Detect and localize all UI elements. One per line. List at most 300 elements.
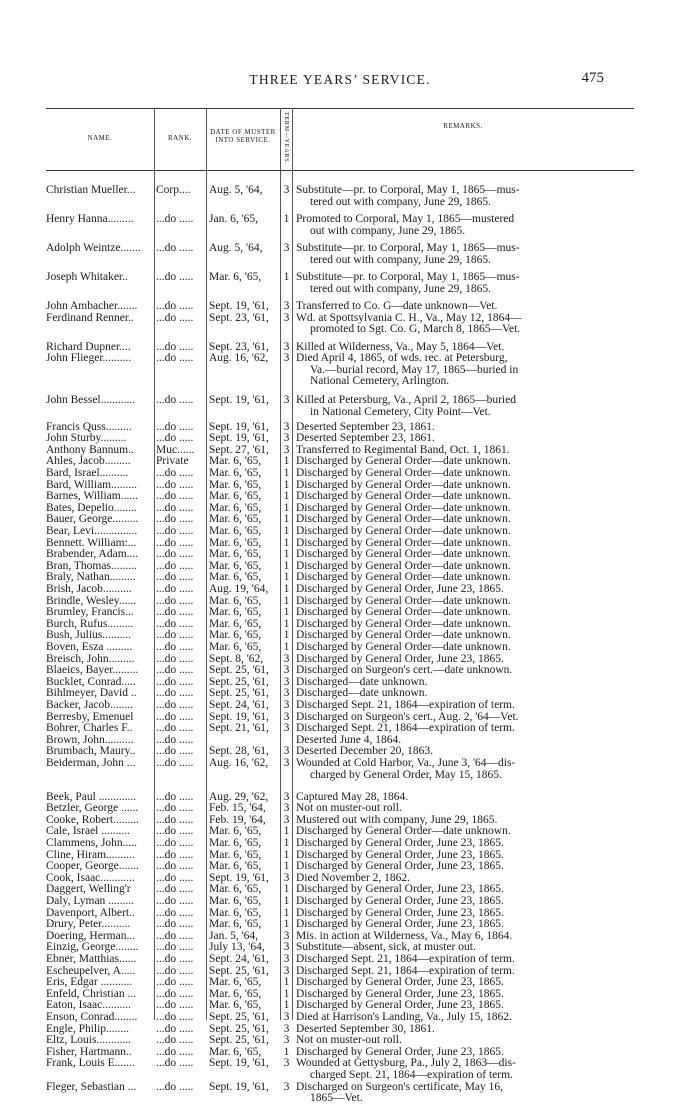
remarks-line: charged by General Order, May 15, 1865. — [310, 768, 502, 781]
term-years: 3 — [283, 675, 290, 688]
muster-date: Mar. 6, '65, — [209, 560, 262, 572]
muster-date: Mar. 6, '65, — [209, 272, 262, 283]
soldier-name: Burch, Rufus......... — [46, 618, 134, 630]
remarks-line: Discharged by General Order, June 23, 1865. — [296, 860, 504, 873]
remarks-line: Discharged by General Order—date unknown. — [296, 594, 511, 607]
soldier-rank: ...do ..... — [156, 814, 194, 826]
remarks — [296, 1012, 632, 1024]
remarks-line: tered out with company, June 29, 1865. — [310, 282, 491, 295]
soldier-rank: ...do ..... — [156, 1081, 194, 1093]
muster-date: Mar. 6, '65, — [209, 907, 262, 919]
muster-date: Sept. 19, '61, — [209, 394, 269, 406]
remarks-line: Discharged Sept. 21, 1864—expiration of term. — [296, 953, 515, 966]
soldier-name: Berresby, Emenuel — [46, 711, 134, 723]
remarks — [296, 954, 632, 966]
soldier-rank: ...do ..... — [156, 468, 194, 480]
muster-date: Mar. 6, '65, — [209, 849, 262, 861]
muster-date: Aug. 19, '64, — [209, 584, 269, 596]
soldier-name: Ferdinand Renner.. — [46, 312, 134, 324]
running-title: THREE YEARS’ SERVICE. — [249, 72, 431, 87]
term-years: 3 — [283, 340, 290, 353]
muster-date: Mar. 6, '65, — [209, 838, 262, 850]
remarks-line: Wd. at Spottsylvania C. H., Va., May 12, 1864— — [296, 311, 522, 324]
muster-date: Mar. 6, '65, — [209, 595, 262, 607]
soldier-rank: ...do ..... — [156, 1023, 194, 1035]
muster-date: Mar. 6, '65, — [209, 514, 262, 526]
term-years: 1 — [283, 490, 290, 503]
soldier-rank: ...do ..... — [156, 630, 194, 642]
muster-date: Sept. 21, '61, — [209, 723, 269, 735]
soldier-rank: ...do ..... — [156, 549, 194, 561]
remarks-line: Transferred to Regimental Band, Oct. 1, 1861. — [296, 443, 510, 456]
soldier-name: Drury, Peter.......... — [46, 919, 131, 931]
muster-date: Aug. 29, '62, — [209, 791, 269, 803]
term-years: 3 — [283, 710, 290, 723]
column-header-rank: RANK. — [167, 134, 193, 142]
remarks — [296, 526, 632, 538]
remarks-line: Discharged by General Order—date unknown. — [296, 490, 511, 503]
remarks — [296, 214, 632, 237]
term-years: 3 — [283, 929, 290, 942]
term-years: 3 — [283, 184, 290, 196]
term-years: 1 — [283, 629, 290, 642]
soldier-name: Henry Hanna......... — [46, 214, 134, 225]
muster-date: Sept. 19, '61, — [209, 421, 269, 433]
soldier-rank: ...do ..... — [156, 272, 194, 283]
remarks — [296, 313, 632, 336]
soldier-name: Frank, Louis E....... — [46, 1058, 135, 1070]
term-years: 1 — [283, 594, 290, 607]
term-years: 1 — [283, 571, 290, 584]
remarks-line: Discharged by General Order—date unknown. — [296, 455, 511, 468]
remarks-line: Wounded at Cold Harbor, Va., June 3, '64—dis- — [296, 757, 516, 770]
muster-date: Sept. 24, '61, — [209, 954, 269, 966]
soldier-name: Brumley, Francis... — [46, 607, 134, 619]
soldier-name: Bran, Thomas......... — [46, 560, 137, 572]
soldier-rank: Muc...... — [156, 444, 195, 456]
remarks — [296, 395, 632, 418]
column-header-name: NAME. — [87, 134, 113, 142]
muster-date: Mar. 6, '65, — [209, 1046, 262, 1058]
term-years: 1 — [283, 825, 290, 838]
term-years: 1 — [283, 455, 290, 468]
term-years: 3 — [283, 699, 290, 712]
soldier-name: Beek, Paul ............. — [46, 791, 137, 803]
soldier-name: Brumbach, Maury.. — [46, 746, 136, 758]
muster-date: Aug. 5, '64, — [209, 185, 263, 196]
term-years: 1 — [283, 536, 290, 549]
soldier-name: Clammens, John..... — [46, 838, 138, 850]
term-years: 1 — [283, 606, 290, 619]
term-years: 3 — [283, 953, 290, 966]
soldier-rank: ...do ..... — [156, 734, 194, 746]
muster-date: Sept. 8, '62, — [209, 653, 264, 665]
remarks-line: Not on muster-out roll. — [296, 1034, 402, 1047]
remarks-line: Killed at Wilderness, Va., May 5, 1864—Vet. — [296, 340, 505, 353]
soldier-name: Brown, John.......... — [46, 734, 134, 746]
remarks — [296, 301, 632, 313]
remarks — [296, 838, 632, 850]
term-years: 1 — [283, 860, 290, 873]
soldier-name: Bauer, George......... — [46, 514, 139, 526]
column-header-term-label: TERM—YEARS. — [283, 112, 289, 165]
term-years: 1 — [283, 906, 290, 919]
muster-date: Mar. 6, '65, — [209, 1000, 262, 1012]
soldier-name: Boven, Esza ......... — [46, 642, 133, 654]
term-years: 1 — [283, 467, 290, 480]
remarks-line: Discharged by General Order—date unknown. — [296, 617, 511, 630]
soldier-rank: ...do ..... — [156, 930, 194, 942]
soldier-rank: Corp.... — [156, 185, 191, 196]
column-divider — [206, 108, 207, 1020]
term-years: 3 — [283, 664, 290, 677]
remarks-line: Discharged by General Order—date unknown. — [296, 559, 511, 572]
remarks-line: charged Sept. 21, 1864—expiration of term. — [310, 1069, 513, 1082]
muster-date: Sept. 25, '61, — [209, 1023, 269, 1035]
muster-date: Sept. 27, '61, — [209, 444, 269, 456]
soldier-name: Brish, Jacob.......... — [46, 584, 132, 596]
muster-date: Sept. 23, '61, — [209, 312, 269, 324]
muster-date: Sept. 25, '61, — [209, 1035, 269, 1047]
remarks-line: Substitute—pr. to Corporal, May 1, 1865—mus- — [296, 184, 520, 196]
soldier-name: Enson, Conrad........ — [46, 1012, 138, 1024]
remarks-line: Discharged by General Order—date unknown. — [296, 641, 511, 654]
remarks-line: Deserted December 20, 1863. — [296, 745, 433, 758]
soldier-name: Bates, Depelio........ — [46, 502, 137, 514]
term-years: 1 — [283, 999, 290, 1012]
remarks-line: Discharged by General Order—date unknown. — [296, 571, 511, 584]
soldier-name: Daly, Lyman ......... — [46, 896, 135, 908]
soldier-name: Escheupelver, A..... — [46, 965, 136, 977]
remarks-line: Discharged by General Order—date unknown. — [296, 501, 511, 514]
muster-date: Mar. 6, '65, — [209, 456, 262, 468]
muster-date: Sept. 23, '61, — [209, 341, 269, 353]
soldier-rank: ...do ..... — [156, 433, 194, 445]
soldier-rank: Private — [156, 456, 189, 468]
muster-date: Mar. 6, '65, — [209, 479, 262, 491]
column-header-term — [280, 108, 292, 170]
term-years: 1 — [283, 548, 290, 561]
soldier-name: Fleger, Sebastian ... — [46, 1081, 137, 1093]
remarks-line: Wounded at Gettysburg, Pa., July 2, 1863—dis- — [296, 1057, 516, 1070]
muster-date: Mar. 6, '65, — [209, 526, 262, 538]
remarks-line: Discharged on Surgeon's cert.—date unknown. — [296, 664, 513, 677]
soldier-name: Bear, Levi............... — [46, 526, 138, 538]
remarks-line: Discharged—date unknown. — [296, 687, 428, 700]
muster-date: July 13, '64, — [209, 942, 265, 954]
remarks-line: Discharged by General Order, June 23, 1865. — [296, 999, 504, 1012]
term-years: 3 — [283, 964, 290, 977]
remarks-line: Mis. in action at Wilderness, Va., May 6, 1864. — [296, 929, 513, 942]
muster-date: Jan. 5, '64, — [209, 930, 259, 942]
term-years: 1 — [283, 271, 290, 283]
remarks-line: Discharged by General Order, June 23, 1865. — [296, 883, 504, 896]
soldier-name: Bard, William......... — [46, 479, 137, 491]
soldier-name: Betzler, George ...... — [46, 803, 139, 815]
soldier-rank: ...do ..... — [156, 341, 194, 353]
muster-date: Mar. 6, '65, — [209, 502, 262, 514]
remarks-line: tered out with company, June 29, 1865. — [310, 253, 491, 266]
soldier-rank: ...do ..... — [156, 1035, 194, 1047]
muster-date: Mar. 6, '65, — [209, 919, 262, 931]
soldier-rank: ...do ..... — [156, 746, 194, 758]
page-header — [0, 72, 680, 92]
column-header-remarks: REMARKS. — [443, 122, 483, 130]
term-years: 3 — [283, 687, 290, 700]
soldier-rank: ...do ..... — [156, 502, 194, 514]
soldier-rank: ...do ..... — [156, 884, 194, 896]
muster-date: Mar. 6, '65, — [209, 618, 262, 630]
soldier-name: Francis Quss......... — [46, 421, 132, 433]
soldier-name: Engle, Philip........ — [46, 1023, 130, 1035]
remarks-line: Discharged by General Order, June 23, 1865. — [296, 848, 504, 861]
term-years: 3 — [283, 352, 290, 365]
remarks-line: National Cemetery, Arlington. — [310, 375, 450, 388]
term-years: 1 — [283, 525, 290, 538]
muster-date: Mar. 6, '65, — [209, 549, 262, 561]
soldier-name: Cook, Isaac............ — [46, 872, 135, 884]
soldier-rank: ...do ..... — [156, 954, 194, 966]
soldier-name: Eltz, Louis............ — [46, 1035, 131, 1047]
soldier-rank: ...do ..... — [156, 826, 194, 838]
remarks-line: Died at Harrison's Landing, Va., July 15, 1862. — [296, 1011, 512, 1024]
soldier-rank: ...do ..... — [156, 421, 194, 433]
muster-date: Mar. 6, '65, — [209, 826, 262, 838]
soldier-rank: ...do ..... — [156, 665, 194, 677]
muster-date: Mar. 6, '65, — [209, 572, 262, 584]
muster-date: Aug. 16, '62, — [209, 353, 269, 365]
soldier-rank: ...do ..... — [156, 595, 194, 607]
soldier-name: Barnes, William...... — [46, 491, 138, 503]
soldier-rank: ...do ..... — [156, 688, 194, 700]
remarks-line: out with company, June 29, 1865. — [310, 224, 466, 237]
remarks — [296, 353, 632, 388]
soldier-name: Richard Dupner.... — [46, 341, 131, 353]
remarks-line: Promoted to Corporal, May 1, 1865—mustered — [296, 213, 515, 225]
muster-date: Aug. 16, '62, — [209, 758, 269, 770]
muster-date: Sept. 25, '61, — [209, 688, 269, 700]
remarks-line: Discharged by General Order, June 23, 1865. — [296, 895, 504, 908]
soldier-name: Cooper, George....... — [46, 861, 139, 873]
muster-date: Mar. 6, '65, — [209, 861, 262, 873]
muster-date: Mar. 6, '65, — [209, 491, 262, 503]
muster-date: Sept. 19, '61, — [209, 433, 269, 445]
soldier-name: Davenport, Albert.. — [46, 907, 135, 919]
soldier-name: Braly, Nathan......... — [46, 572, 136, 584]
remarks-line: Transferred to Co. G—date unknown—Vet. — [296, 300, 498, 312]
remarks-line: Discharged by General Order—date unknown. — [296, 513, 511, 526]
soldier-name: Brabender, Adam.... — [46, 549, 139, 561]
soldier-rank: ...do ..... — [156, 572, 194, 584]
soldier-rank: ...do ..... — [156, 711, 194, 723]
muster-date: Mar. 6, '65, — [209, 884, 262, 896]
soldier-rank: ...do ..... — [156, 560, 194, 572]
soldier-name: Bennett. William:... — [46, 537, 137, 549]
remarks-line: Substitute—pr. to Corporal, May 1, 1865—mus- — [296, 271, 520, 283]
term-years: 3 — [283, 242, 290, 254]
remarks-line: Deserted September 23, 1861. — [296, 432, 435, 445]
term-years: 3 — [283, 443, 290, 456]
term-years: 1 — [283, 478, 290, 491]
soldier-rank: ...do ..... — [156, 301, 194, 312]
soldier-rank: ...do ..... — [156, 723, 194, 735]
remarks-line: Discharged by General Order—date unknown. — [296, 467, 511, 480]
remarks — [296, 584, 632, 596]
muster-date: Mar. 6, '65, — [209, 896, 262, 908]
soldier-name: Eaton, Isaac.......... — [46, 1000, 131, 1012]
soldier-name: Enfeld, Christian ... — [46, 988, 137, 1000]
soldier-name: Backer, Jacob........ — [46, 700, 134, 712]
soldier-rank: ...do ..... — [156, 1046, 194, 1058]
term-years: 3 — [283, 311, 290, 324]
muster-date: Sept. 25, '61, — [209, 676, 269, 688]
remarks-line: Captured May 28, 1864. — [296, 790, 409, 803]
muster-date: Mar. 6, '65, — [209, 977, 262, 989]
term-years: 1 — [283, 837, 290, 850]
term-years: 3 — [283, 1022, 290, 1035]
remarks-line: Died November 2, 1862. — [296, 871, 411, 884]
term-years: 3 — [283, 802, 290, 815]
remarks — [296, 1058, 632, 1081]
soldier-name: Blaeics, Bayer......... — [46, 665, 139, 677]
remarks — [296, 896, 632, 908]
remarks-line: Discharged by General Order—date unknown. — [296, 629, 511, 642]
soldier-rank: ...do ..... — [156, 791, 194, 803]
remarks-line: Deserted September 30, 1861. — [296, 1022, 435, 1035]
remarks-line: Discharged by General Order, June 23, 1865. — [296, 918, 504, 931]
soldier-rank: ...do ..... — [156, 676, 194, 688]
remarks-line: Discharged on Surgeon's certificate, May 16, — [296, 1080, 503, 1093]
term-years: 1 — [283, 559, 290, 572]
muster-date: Mar. 6, '65, — [209, 630, 262, 642]
column-divider — [154, 108, 155, 1020]
term-years: 1 — [283, 883, 290, 896]
term-years: 3 — [283, 1057, 290, 1070]
soldier-name: Anthony Bannum.. — [46, 444, 134, 456]
muster-date: Feb. 19, '64, — [209, 814, 266, 826]
soldier-rank: ...do ..... — [156, 919, 194, 931]
soldier-name: Fisher, Hartmann.. — [46, 1046, 132, 1058]
remarks-line: Deserted June 4, 1864. — [296, 733, 402, 746]
term-years: 3 — [283, 652, 290, 665]
remarks-line: Substitute—pr. to Corporal, May 1, 1865—mus- — [296, 242, 520, 254]
soldier-rank: ...do ..... — [156, 1012, 194, 1024]
remarks-line: Deserted September 23, 1861. — [296, 420, 435, 433]
term-years: 1 — [283, 976, 290, 989]
soldier-name: Cline, Hiram.......... — [46, 849, 135, 861]
term-years: 1 — [283, 1045, 290, 1058]
remarks-line: Discharged by General Order, June 23, 1865. — [296, 976, 504, 989]
soldier-rank: ...do ..... — [156, 838, 194, 850]
muster-date: Sept. 25, '61, — [209, 1012, 269, 1024]
remarks-line: Discharged Sept. 21, 1864—expiration of term. — [296, 699, 515, 712]
term-years: 1 — [283, 641, 290, 654]
soldier-rank: ...do ..... — [156, 618, 194, 630]
page-number: 475 — [581, 70, 604, 86]
muster-date: Sept. 25, '61, — [209, 965, 269, 977]
table-header-rule — [46, 170, 634, 171]
soldier-name: Einzig, George........ — [46, 942, 139, 954]
remarks-line: Discharged by General Order, June 23, 1865. — [296, 1045, 504, 1058]
soldier-name: John Bessel............ — [46, 394, 136, 406]
remarks — [296, 272, 632, 295]
term-years: 1 — [283, 513, 290, 526]
remarks — [296, 1082, 632, 1105]
remarks-line: Discharged by General Order, June 23, 1865. — [296, 987, 504, 1000]
remarks-line: Discharged Sept. 21, 1864—expiration of term. — [296, 722, 515, 735]
soldier-rank: ...do ..... — [156, 861, 194, 873]
muster-date: Sept. 19, '61, — [209, 301, 269, 312]
term-years: 3 — [283, 1011, 290, 1024]
term-years: 1 — [283, 583, 290, 596]
soldier-rank: ...do ..... — [156, 988, 194, 1000]
term-years: 3 — [283, 393, 290, 406]
term-years: 3 — [283, 300, 290, 312]
soldier-rank: ...do ..... — [156, 803, 194, 815]
soldier-name: Bush, Julius.......... — [46, 630, 131, 642]
soldier-rank: ...do ..... — [156, 353, 194, 365]
soldier-rank: ...do ..... — [156, 214, 194, 225]
soldier-rank: ...do ..... — [156, 872, 194, 884]
soldier-name: Ebner, Matthias...... — [46, 954, 137, 966]
soldier-name: Ahles, Jacob......... — [46, 456, 131, 468]
muster-date: Sept. 25, '61, — [209, 665, 269, 677]
soldier-rank: ...do ..... — [156, 1000, 194, 1012]
soldier-rank: ...do ..... — [156, 584, 194, 596]
term-years: 1 — [283, 848, 290, 861]
soldier-rank: ...do ..... — [156, 394, 194, 406]
soldier-rank: ...do ..... — [156, 653, 194, 665]
term-years: 1 — [283, 895, 290, 908]
soldier-rank: ...do ..... — [156, 896, 194, 908]
soldier-rank: ...do ..... — [156, 642, 194, 654]
remarks-line: promoted to Sgt. Co. G, March 8, 1865—Vet. — [310, 323, 521, 336]
term-years: 3 — [283, 722, 290, 735]
soldier-rank: ...do ..... — [156, 491, 194, 503]
muster-date: Sept. 19, '61, — [209, 1081, 269, 1093]
remarks — [296, 700, 632, 712]
column-header-date: DATE OF MUSTER INTO SERVICE. — [210, 128, 276, 144]
soldier-rank: ...do ..... — [156, 312, 194, 324]
term-years: 1 — [283, 987, 290, 1000]
soldier-name: John Flieger.......... — [46, 353, 132, 365]
term-years: 3 — [283, 1034, 290, 1047]
soldier-rank: ...do ..... — [156, 907, 194, 919]
soldier-name: John Sturby......... — [46, 433, 127, 445]
soldier-name: Bard, Israel.......... — [46, 468, 129, 480]
remarks-line: Discharged by General Order, June 23, 1865. — [296, 583, 504, 596]
remarks — [296, 468, 632, 480]
muster-date: Sept. 24, '61, — [209, 700, 269, 712]
soldier-rank: ...do ..... — [156, 1058, 194, 1070]
remarks-line: Discharged by General Order—date unknown. — [296, 478, 511, 491]
soldier-name: Eris, Edgar ........... — [46, 977, 133, 989]
term-years: 3 — [283, 813, 290, 826]
remarks-line: Mustered out with company, June 29, 1865. — [296, 813, 498, 826]
soldier-rank: ...do ..... — [156, 537, 194, 549]
remarks-line: Killed at Petersburg, Va., April 2, 1865—buried — [296, 393, 516, 406]
remarks-line: Discharged by General Order, June 23, 1865. — [296, 652, 504, 665]
muster-date: Jan. 6, '65, — [209, 214, 259, 225]
table-top-rule — [46, 108, 634, 109]
remarks — [296, 243, 632, 266]
term-years: 3 — [283, 745, 290, 758]
term-years: 3 — [283, 871, 290, 884]
remarks-line: in National Cemetery, City Point—Vet. — [310, 405, 491, 418]
soldier-rank: ...do ..... — [156, 514, 194, 526]
term-years: 1 — [283, 213, 290, 225]
remarks-line: Discharged by General Order—date unknown. — [296, 525, 511, 538]
